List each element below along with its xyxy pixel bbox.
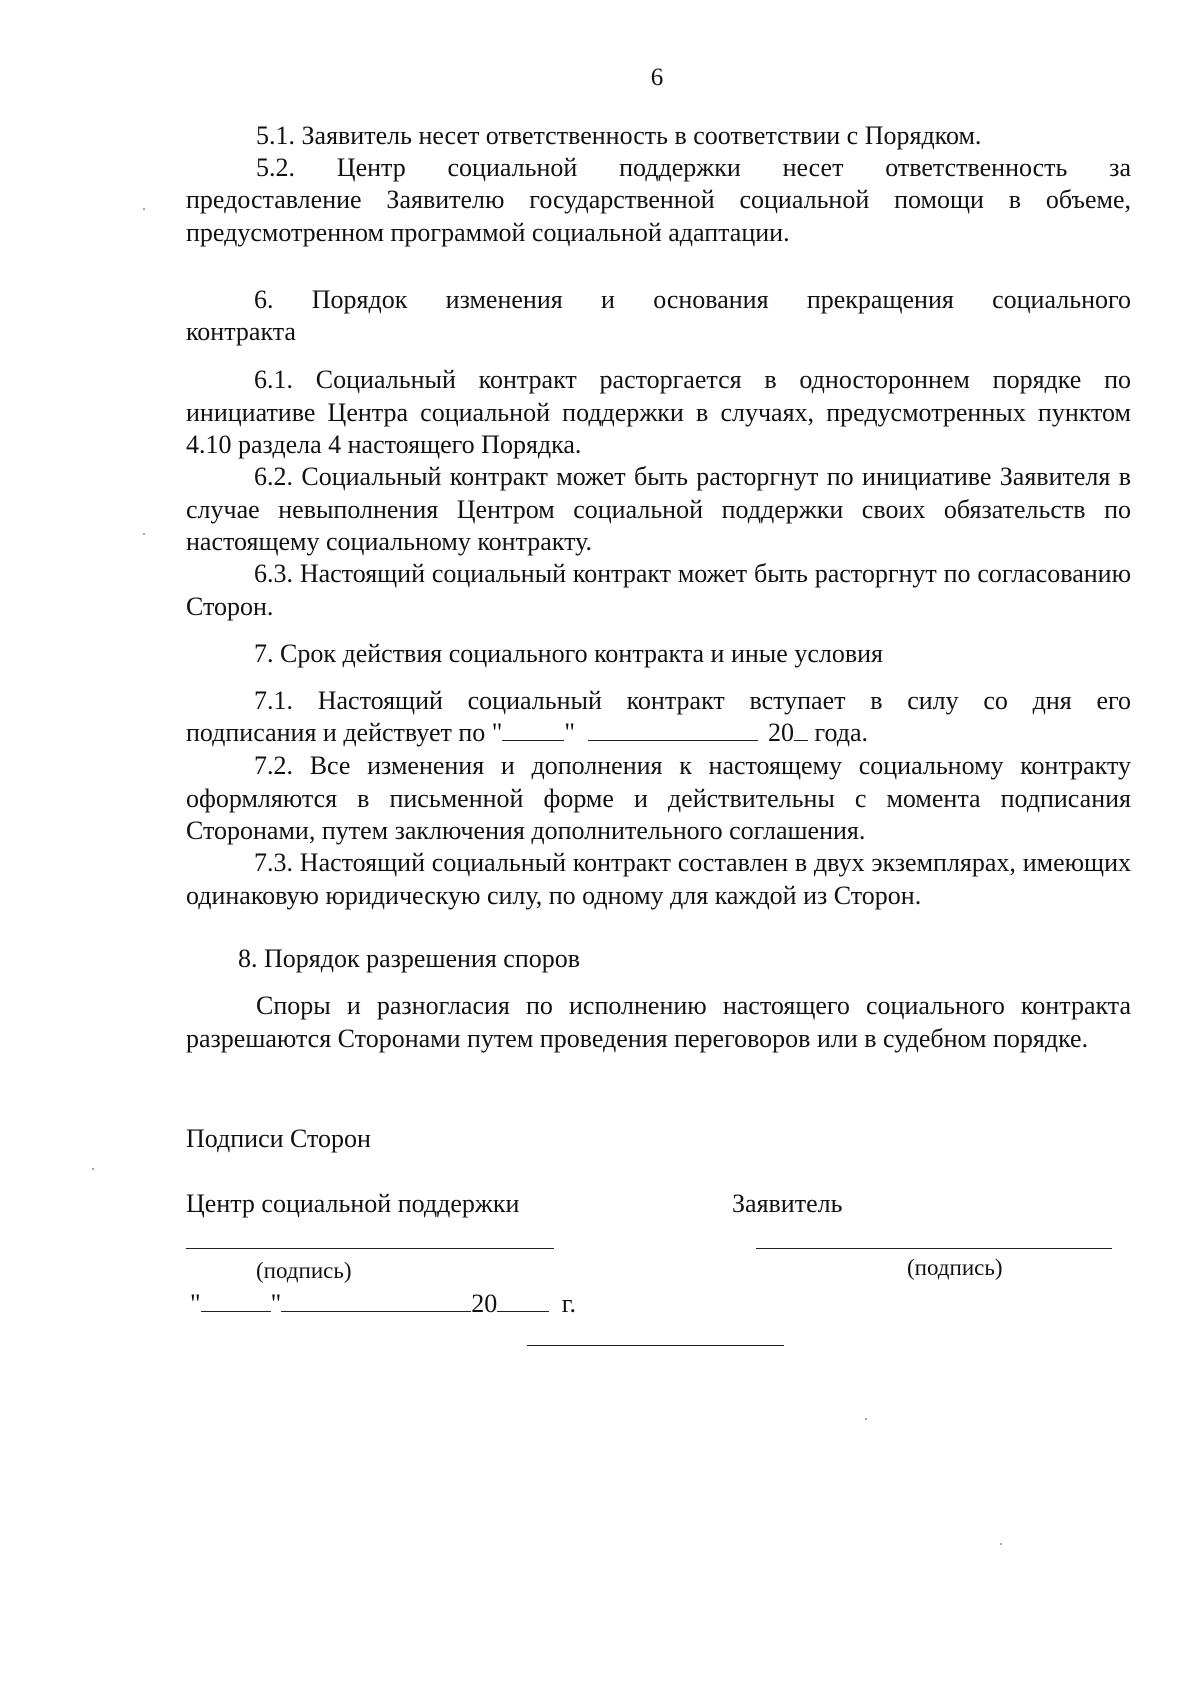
paragraph-5-1: 5.1. Заявитель несет ответственность в соответствии с Порядком. <box>256 121 982 150</box>
paragraph-5-2-rest: предоставление Заявителю государственной социальной помощи в объеме, предусмотренном программой социальной адаптации. <box>186 185 1131 247</box>
day-blank <box>502 718 564 741</box>
section-7-heading: 7. Срок действия социального контракта и иные условия <box>254 639 883 668</box>
paragraph-6-1: 6.1. Социальный контракт расторгается в одностороннем порядке по инициативе Центра социальной поддержки в случаях, предусмотренных пунктом 4.10 раздела 4 настоящего Порядка. <box>186 365 1131 459</box>
section-8-heading: 8. Порядок разрешения споров <box>238 944 581 973</box>
scan-speck <box>1000 1543 1002 1545</box>
left-party-name: Центр социальной поддержки <box>186 1189 520 1218</box>
section-6-heading-line1: 6. Порядок изменения и основания прекращения социального <box>254 285 1131 314</box>
paragraph-6-3: 6.3. Настоящий социальный контракт может быть расторгнут по согласованию Сторон. <box>186 559 1131 621</box>
paragraph-7-2: 7.2. Все изменения и дополнения к настоящему социальному контракту оформляются в письменной форме и действительны с момента подписания Сторонами, путем заключения дополнительного соглашения. <box>186 751 1131 845</box>
month-blank <box>588 718 758 741</box>
paragraph-5-2-line1: 5.2. Центр социальной поддержки несет ответственность за <box>256 153 1131 182</box>
section-6-heading-line2: контракта <box>186 317 296 346</box>
date-year-blank <box>497 1289 549 1312</box>
scan-speck <box>143 533 145 535</box>
paragraph-7-1-line2: подписания и действует по " " 20 года. <box>186 718 869 747</box>
page-number: 6 <box>650 64 664 91</box>
year-blank <box>794 718 808 741</box>
date-month-blank <box>281 1289 471 1312</box>
extra-signature-line <box>527 1345 784 1346</box>
paragraph-7-1-line1: 7.1. Настоящий социальный контракт вступает в силу со дня его <box>254 686 1131 715</box>
left-signature-caption: (подпись) <box>256 1258 352 1283</box>
paragraph-6-2: 6.2. Социальный контракт может быть расторгнут по инициативе Заявителя в случае невыполнения Центром социальной поддержки своих обязательств по настоящему социальному контракту. <box>186 462 1131 556</box>
scan-speck <box>92 1168 94 1170</box>
signature-date: " " 20 г. <box>190 1289 576 1318</box>
scan-speck <box>143 208 145 210</box>
right-signature-caption: (подпись) <box>907 1255 1003 1280</box>
paragraph-7-3: 7.3. Настоящий социальный контракт составлен в двух экземплярах, имеющих одинаковую юридическую силу, по одному для каждой из Сторон. <box>186 848 1131 910</box>
right-signature-line <box>756 1248 1112 1249</box>
left-signature-line <box>186 1248 554 1249</box>
date-day-blank <box>201 1289 271 1312</box>
signatures-title: Подписи Сторон <box>186 1124 371 1153</box>
right-party-name: Заявитель <box>732 1189 843 1218</box>
paragraph-8: Споры и разногласия по исполнению настоящего социального контракта разрешаются Сторонами путем проведения переговоров или в судебном порядке. <box>186 991 1131 1053</box>
scan-speck <box>865 1418 867 1420</box>
